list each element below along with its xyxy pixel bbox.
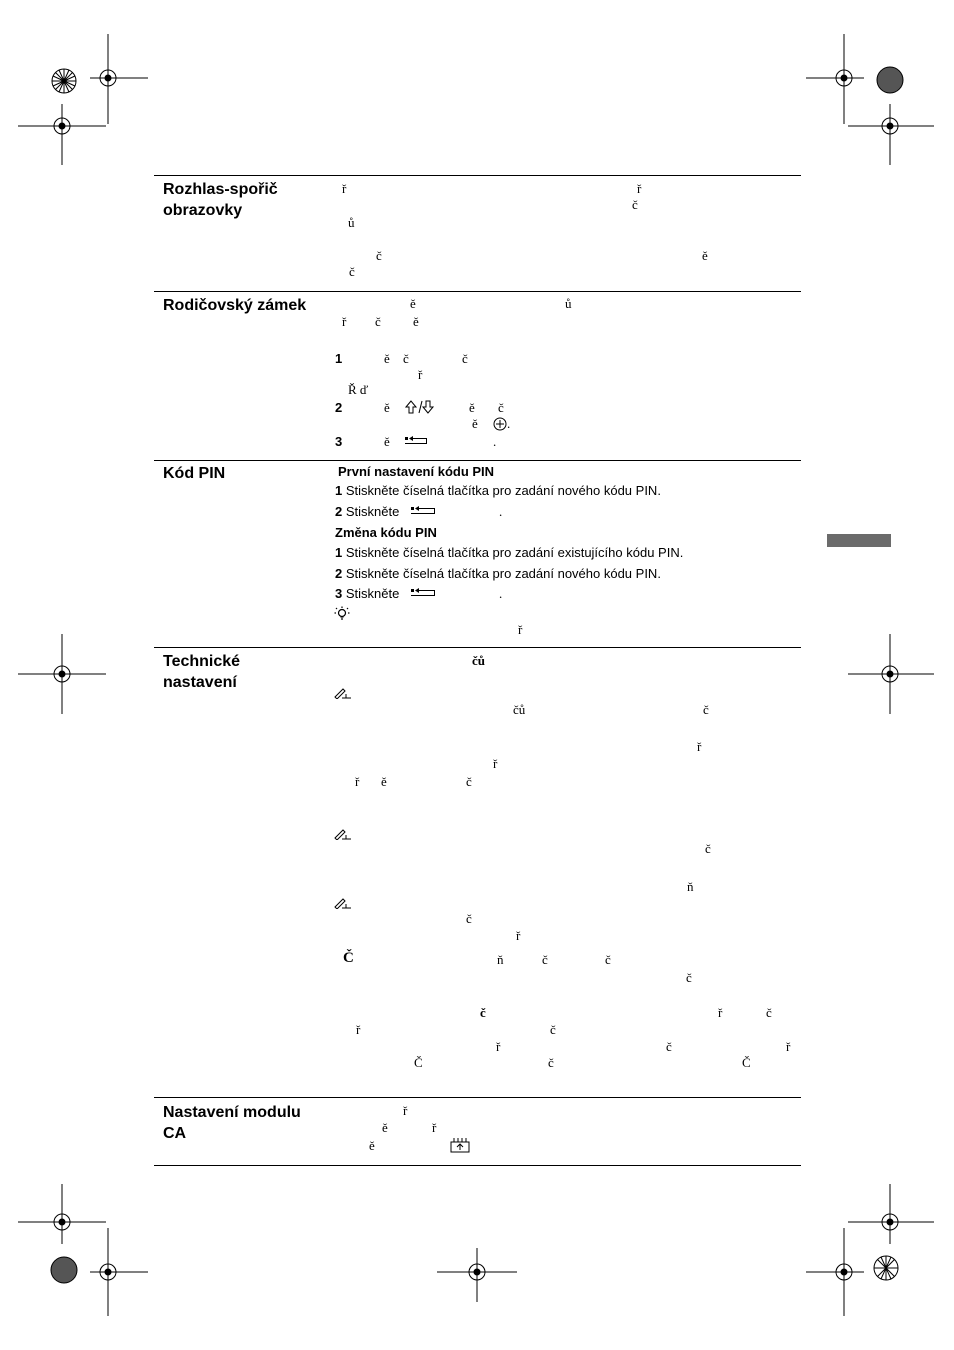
section-heading-parental-lock: Rodičovský zámek — [163, 297, 307, 314]
section-side-tab — [827, 534, 891, 547]
step-number: 3 — [335, 434, 343, 449]
ca-module-icon — [450, 1137, 470, 1153]
registration-mark — [866, 1248, 906, 1288]
pin-step: 3 Stiskněte — [335, 586, 400, 601]
pin-change-title: Změna kódu PIN — [335, 525, 437, 540]
registration-mark — [90, 1228, 150, 1318]
pin-step: 1 Stiskněte číselná tlačítka pro zadání nového kódu PIN. — [335, 483, 661, 498]
registration-mark — [18, 634, 108, 714]
pin-first-setup-title: První nastavení kódu PIN — [338, 464, 495, 479]
section-heading-screensaver: Rozhlas-spořič obrazovky — [163, 181, 278, 219]
note-pencil-icon — [334, 897, 352, 909]
table-rule — [154, 647, 801, 648]
table-rule — [154, 460, 801, 461]
registration-mark — [46, 1252, 82, 1288]
return-button-icon — [404, 436, 428, 446]
section-heading-ca-module: Nastavení modulu CA — [163, 1104, 301, 1142]
step-number: 1 — [335, 351, 343, 366]
up-down-arrow-icon — [405, 400, 435, 414]
pin-step: 2 Stiskněte — [335, 504, 400, 519]
table-rule — [154, 291, 801, 292]
ok-button-icon — [493, 417, 507, 431]
table-rule — [154, 175, 801, 176]
registration-mark — [18, 90, 108, 165]
registration-mark — [846, 90, 936, 165]
table-rule — [154, 1097, 801, 1098]
note-pencil-icon — [334, 687, 352, 699]
table-rule — [154, 1165, 801, 1166]
pin-step: 1 Stiskněte číselná tlačítka pro zadání existujícího kódu PIN. — [335, 545, 684, 560]
return-button-icon — [410, 506, 436, 516]
section-heading-technical: Technické nastavení — [163, 653, 241, 691]
registration-mark — [437, 1248, 517, 1304]
section-heading-pin: Kód PIN — [163, 465, 226, 482]
return-button-icon — [410, 588, 436, 598]
step-number: 2 — [335, 400, 343, 415]
note-pencil-icon — [334, 828, 352, 840]
registration-mark — [846, 634, 936, 714]
pin-step: 2 Stiskněte číselná tlačítka pro zadání nového kódu PIN. — [335, 566, 661, 581]
hint-bulb-icon — [334, 606, 350, 622]
